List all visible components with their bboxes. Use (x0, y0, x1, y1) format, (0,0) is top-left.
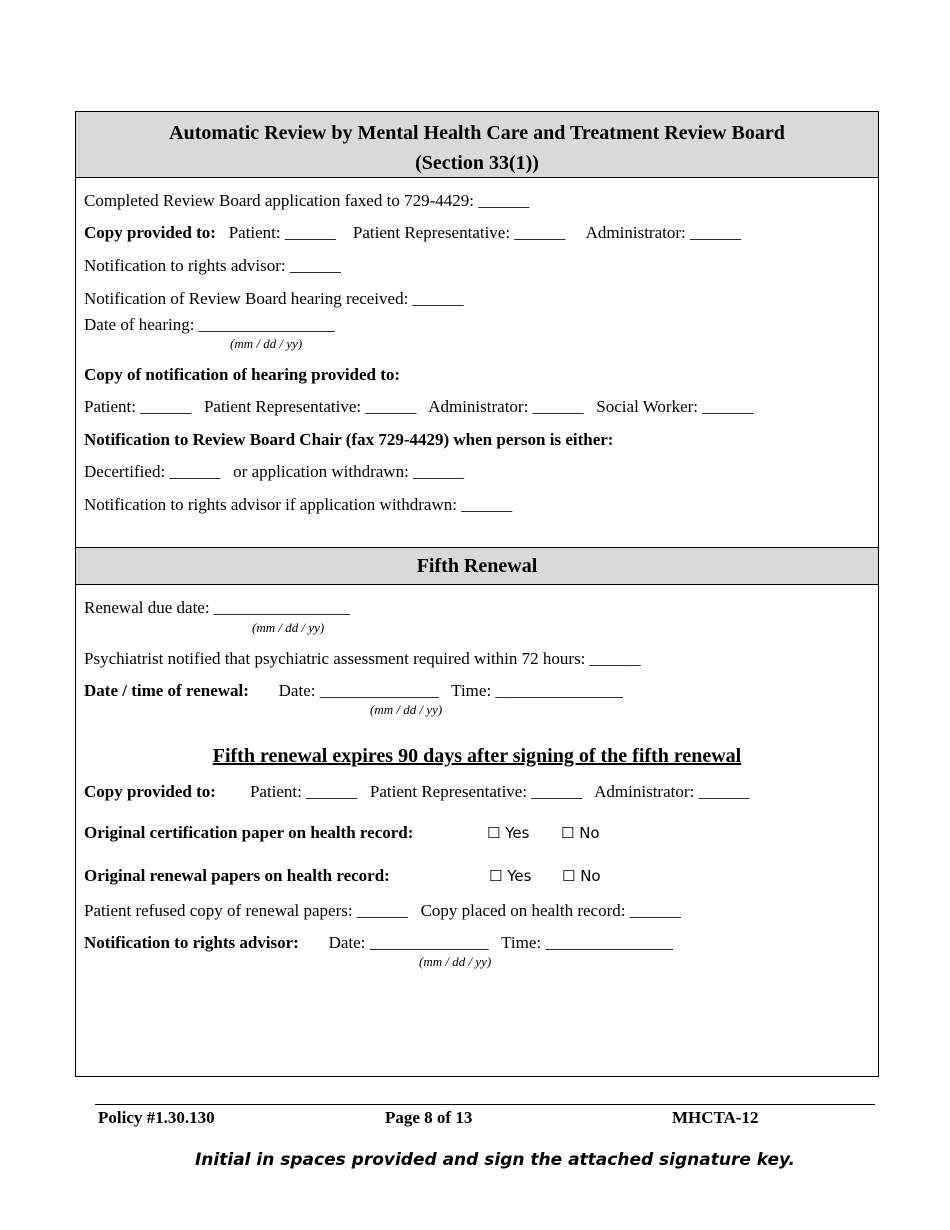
date-of-hearing-line: Date of hearing: ________________ (84, 315, 335, 334)
renewal-expiry-notice: Fifth renewal expires 90 days after signing of the fifth renewal (212, 745, 742, 767)
renewal-copy-line (84, 782, 750, 802)
hearing-received-line: Notification of Review Board hearing received: ______ (84, 289, 464, 308)
renewal-papers-line (84, 866, 390, 886)
renewal-due-date-line: Renewal due date: ________________ (84, 598, 350, 617)
footer-divider (95, 1104, 875, 1105)
chair-notification-label: Notification to Review Board Chair (fax 729-4429) when person is either: (84, 430, 614, 449)
renewal-copy-label: Copy provided to: (84, 782, 216, 801)
rights-advisor-line: Notification to rights advisor: ______ (84, 256, 341, 275)
header-title-line1: Automatic Review by Mental Health Care and Treatment Review Board (169, 122, 785, 144)
date-format-hint: (mm / dd / yy) (419, 954, 492, 969)
copy-provided-fields: Patient: ______ Patient Representative: ______ Administrator: ______ (215, 223, 741, 242)
footer-form-code: MHCTA-12 (672, 1108, 759, 1127)
certification-yes-checkbox[interactable]: ☐ Yes (487, 824, 530, 842)
date-format-hint: (mm / dd / yy) (252, 620, 325, 635)
renewal-datetime-label: Date / time of renewal: (84, 681, 249, 700)
review-form (75, 111, 879, 1077)
psychiatrist-notified-line: Psychiatrist notified that psychiatric assessment required within 72 hours: ______ (84, 649, 641, 668)
date-format-hint: (mm / dd / yy) (230, 336, 303, 351)
renewal-datetime-line (84, 681, 623, 701)
rights-advisor-label: Notification to rights advisor: (84, 933, 299, 952)
section-header-fifth-renewal: Fifth Renewal (76, 547, 878, 585)
footer-policy: Policy #1.30.130 (98, 1108, 215, 1127)
rights-advisor-notification-line (84, 933, 673, 953)
certification-paper-label: Original certification paper on health record: (84, 823, 414, 842)
rights-advisor-fields: Date: ______________ Time: _______________ (298, 933, 673, 952)
footer-page-number: Page 8 of 13 (385, 1108, 473, 1127)
renewal-papers-label: Original renewal papers on health record: (84, 866, 390, 885)
completed-application-line: Completed Review Board application faxed to 729-4429: ______ (84, 191, 530, 210)
date-format-hint: (mm / dd / yy) (370, 702, 443, 717)
header-title-line2: (Section 33(1)) (415, 152, 539, 174)
renewal-datetime-fields: Date: ______________ Time: _______________ (248, 681, 623, 700)
renewal-copy-fields: Patient: ______ Patient Representative: ______ Administrator: ______ (215, 782, 750, 801)
copy-provided-line (84, 223, 741, 243)
copy-provided-label: Copy provided to: (84, 223, 216, 242)
patient-refused-line: Patient refused copy of renewal papers: ______ Copy placed on health record: ______ (84, 901, 681, 920)
certification-paper-line (84, 823, 413, 843)
section-header-automatic-review (76, 112, 878, 178)
decertified-line: Decertified: ______ or application withdrawn: ______ (84, 462, 465, 481)
renewal-papers-yes-checkbox[interactable]: ☐ Yes (489, 867, 532, 885)
renewal-papers-no-checkbox[interactable]: ☐ No (562, 867, 601, 885)
copy-hearing-label: Copy of notification of hearing provided to: (84, 365, 401, 384)
copy-hearing-fields: Patient: ______ Patient Representative: ______ Administrator: ______ Social Worker: ______ (84, 397, 754, 416)
footer-instruction-note: Initial in spaces provided and sign the attached signature key. (194, 1150, 796, 1170)
certification-no-checkbox[interactable]: ☐ No (561, 824, 600, 842)
rights-withdrawn-line: Notification to rights advisor if application withdrawn: ______ (84, 495, 513, 514)
